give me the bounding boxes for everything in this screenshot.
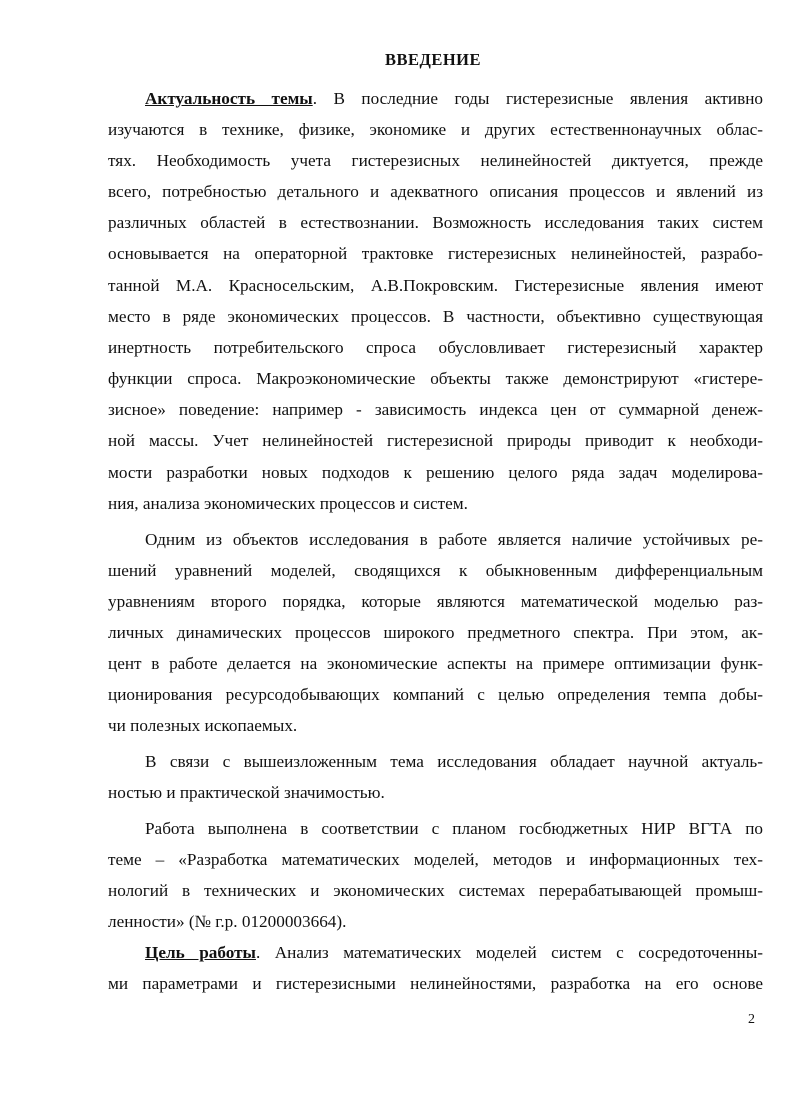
text-line: ми параметрами и гистерезисными нелинейностями, разработка на его основе (108, 974, 763, 993)
text-line: чи полезных ископаемых. (108, 716, 298, 735)
text-line: всего, потребностью детального и адекватного описания процессов и явлений из (108, 182, 763, 201)
text-line: шений уравнений моделей, сводящихся к обыкновенным дифференциальным (108, 561, 763, 580)
text-line: ционирования ресурсодобывающих компаний с целью определения темпа добы- (108, 685, 763, 704)
text-line: личных динамических процессов широкого предметного спектра. При этом, ак- (108, 623, 763, 642)
text-line: место в ряде экономических процессов. В частности, объективно существующая (108, 307, 763, 326)
text-line: зисное» поведение: например - зависимость индекса цен от суммарной денеж- (108, 400, 763, 419)
section-heading-relevance: Актуальность темы (145, 89, 313, 108)
text-line: ния, анализа экономических процессов и систем. (108, 494, 468, 513)
text-line: Цель работы. Анализ математических моделей систем с сосредоточенны- (145, 943, 763, 962)
page-number: 2 (748, 1012, 755, 1027)
text-line: уравнениям второго порядка, которые являются математической моделью раз- (108, 592, 763, 611)
page-title: ВВЕДЕНИЕ (384, 50, 482, 69)
text-line: цент в работе делается на экономические аспекты на примере оптимизации функ- (108, 654, 763, 673)
text-line: ной массы. Учет нелинейностей гистерезисной природы приводит к необходи- (108, 431, 763, 450)
text-line: различных областей в естествознании. Возможность исследования таких систем (108, 213, 763, 232)
text-line: нологий в технических и экономических системах перерабатывающей промыш- (108, 881, 763, 900)
text-line: В связи с вышеизложенным тема исследования обладает научной актуаль- (145, 752, 763, 771)
text-line: теме – «Разработка математических моделей, методов и информационных тех- (108, 850, 763, 869)
text-line: изучаются в технике, физике, экономике и других естественнонаучных облас- (108, 120, 763, 139)
text-line: Работа выполнена в соответствии с планом госбюджетных НИР ВГТА по (145, 819, 763, 838)
text-line: мости разработки новых подходов к решению целого ряда задач моделирова- (108, 463, 763, 482)
text-line: тях. Необходимость учета гистерезисных нелинейностей диктуется, прежде (108, 151, 763, 170)
text-line: инертность потребительского спроса обусловливает гистерезисный характер (108, 338, 763, 357)
text-line: ностью и практической значимостью. (108, 783, 385, 802)
text-line: Одним из объектов исследования в работе является наличие устойчивых ре- (145, 530, 763, 549)
text-line: ленности» (№ г.р. 01200003664). (108, 912, 347, 931)
section-heading-goal: Цель работы (145, 943, 256, 962)
text-line: основывается на операторной трактовке гистерезисных нелинейностей, разрабо- (108, 244, 763, 263)
text-line: функции спроса. Макроэкономические объекты также демонстрируют «гистере- (108, 369, 763, 388)
text-line: Актуальность темы. В последние годы гистерезисные явления активно (145, 89, 763, 108)
text-line: танной М.А. Красносельским, А.В.Покровским. Гистерезисные явления имеют (108, 276, 763, 295)
